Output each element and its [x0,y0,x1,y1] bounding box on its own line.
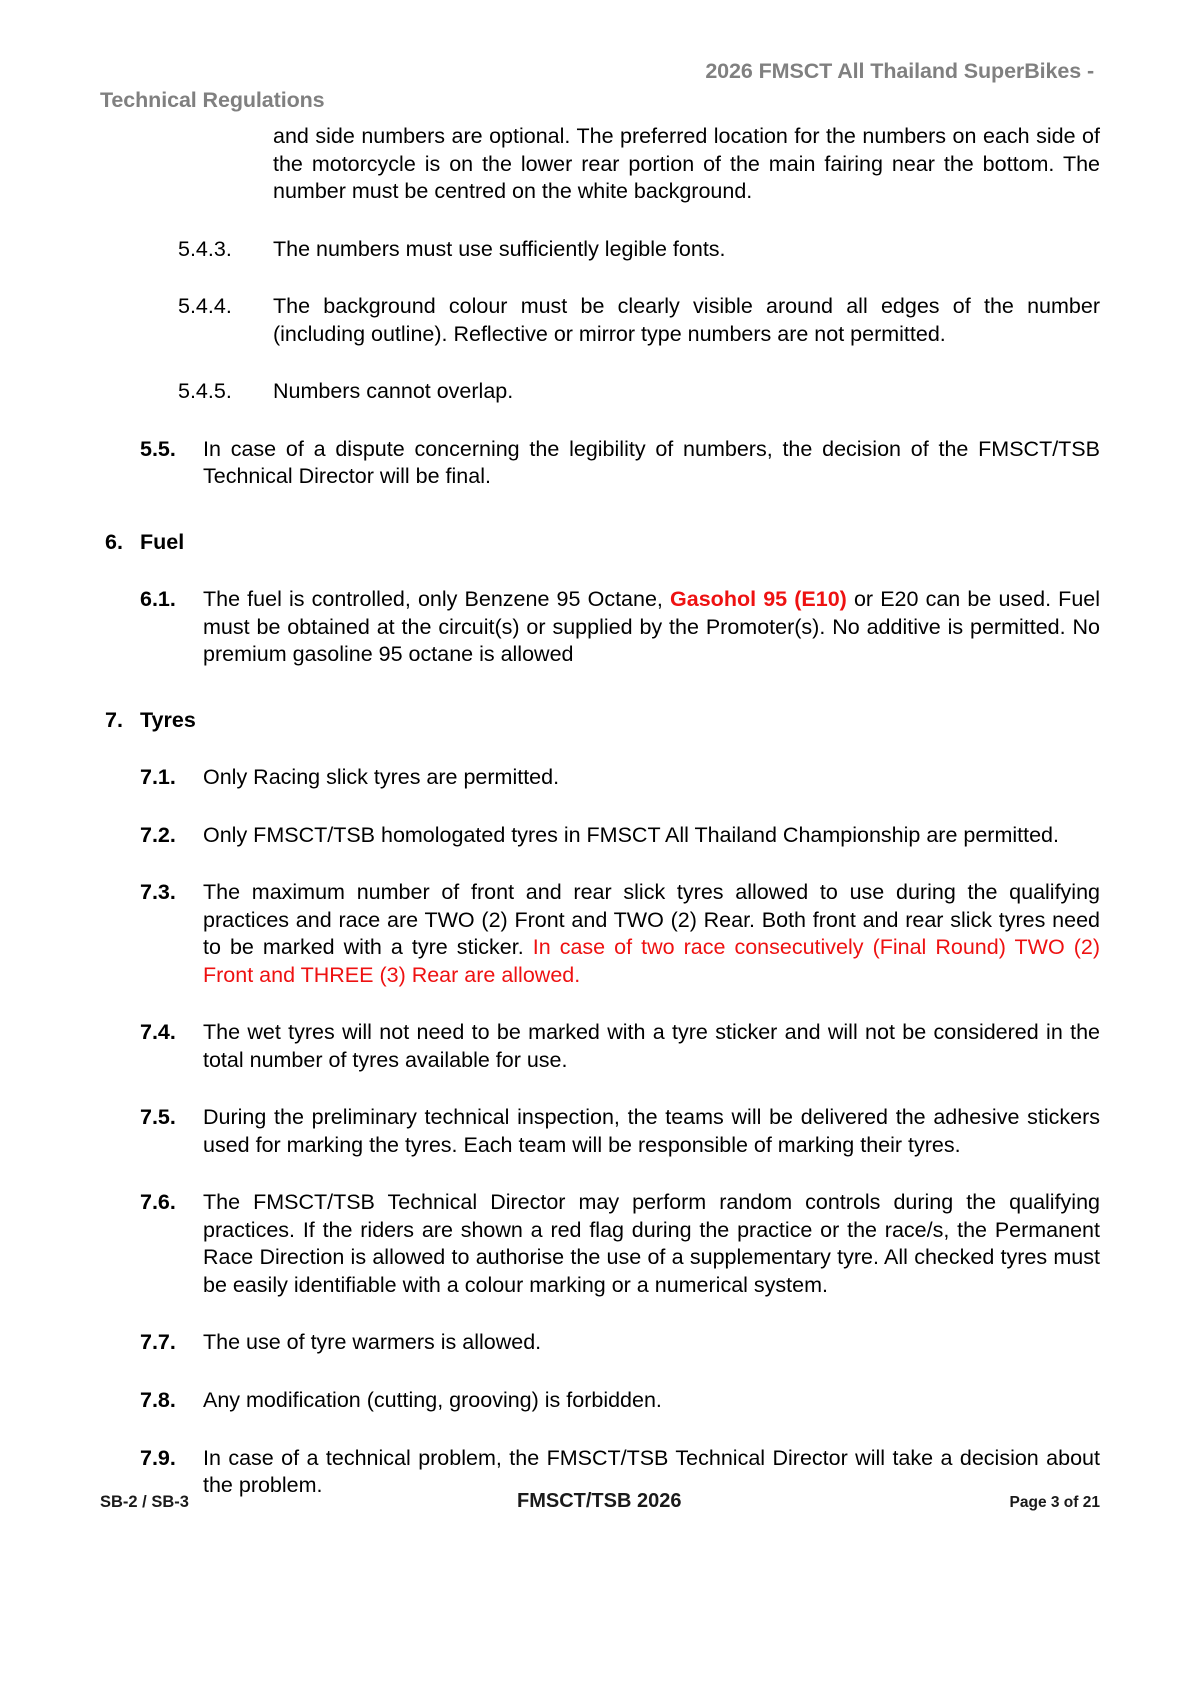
clause-text-part2: or E20 can be used. Fuel must be obtained at the circuit(s) or supplied by the Promoter(s). No additive is permitted. No premium gasoline 95 octane is allowed [203,587,1101,667]
clause-7-3 [100,879,1100,989]
section-number: 6. [105,529,123,554]
clause-number: 7.3. [140,880,176,905]
clause-5-4-3 [100,236,1100,264]
clause-text: Only Racing slick tyres are permitted. [203,765,560,790]
clause-text: The FMSCT/TSB Technical Director may perform random controls during the qualifying practices. If the riders are shown a red flag during the practice or the race/s, the Permanent Race Direction is allowed to authorise the use of a supplementary tyre. All checked tyres must be easily identifiable with a colour marking or a numerical system. [203,1190,1100,1297]
clause-7-5 [100,1104,1100,1159]
clause-number: 7.5. [140,1105,176,1130]
clause-text-part1: The fuel is controlled, only Benzene 95 Octane, [203,587,671,612]
clause-text: Numbers cannot overlap. [273,379,514,404]
clause-text: In case of a technical problem, the FMSCT/TSB Technical Director will take a decision about the problem. [203,1445,1100,1498]
clause-text [203,879,1100,989]
section-title: Tyres [140,707,196,732]
clause-text-highlight-gasohol: Gasohol 95 (E10) [670,587,847,612]
document-header [100,56,1100,115]
clause-number: 7.8. [140,1387,176,1412]
header-title-line2: Technical Regulations [100,87,325,112]
clause-text-red-amendment: In case of two race consecutively (Final Round) TWO (2) Front and THREE (3) Rear are allowed. [203,935,1100,987]
clause-number: 6.1. [140,587,176,612]
clause-text: The use of tyre warmers is allowed. [203,1330,542,1355]
clause-number: 7.7. [140,1330,176,1355]
section-heading-fuel [100,529,1100,557]
clause-number: 5.5. [140,436,176,461]
clause-text: The background colour must be clearly visible around all edges of the number (including outline). Reflective or mirror type numbers are not permitted. [273,294,1100,346]
clause-5-5 [100,436,1100,491]
continuation-paragraph: and side numbers are optional. The preferred location for the numbers on each side of the motorcycle is on the lower rear portion of the main fairing near the bottom. The number must be centred on the white background. [273,124,1100,204]
section-title: Fuel [140,529,185,554]
clause-7-6 [100,1189,1100,1299]
clause-text: The wet tyres will not need to be marked with a tyre sticker and will not be considered in the total number of tyres available for use. [203,1020,1100,1072]
clause-text: During the preliminary technical inspection, the teams will be delivered the adhesive stickers used for marking the tyres. Each team will be responsible of marking their tyres. [203,1105,1100,1157]
clause-7-7 [100,1329,1100,1357]
clause-text: In case of a dispute concerning the legibility of numbers, the decision of the FMSCT/TSB Technical Director will be final. [203,436,1100,489]
clause-5-4-5 [100,378,1100,406]
clause-text-black: The maximum number of front and rear slick tyres allowed to use during the qualifying practices and race are TWO (2) Front and TWO (2) Rear. Both front and rear slick tyres need to be marked with a tyre sticker. [203,880,1100,960]
section-number: 7. [105,707,123,732]
clause-7-2 [100,822,1100,850]
clause-number: 7.2. [140,822,176,847]
footer-center-org: FMSCT/TSB 2026 [516,1490,682,1512]
footer-page-number: Page 3 of 21 [1009,1494,1100,1511]
footer-left-code: SB-2 / SB-3 [100,1493,189,1511]
header-title-line1: 2026 FMSCT All Thailand SuperBikes - [705,59,1094,83]
clause-number: 7.6. [140,1190,176,1215]
clause-text [203,586,1100,669]
clause-7-1 [100,764,1100,792]
clause-number: 7.1. [140,765,176,790]
clause-number: 7.4. [140,1020,176,1045]
clause-number: 7.9. [140,1445,176,1470]
clause-number: 5.4.5. [178,379,232,404]
clause-number: 5.4.3. [178,236,232,261]
document-footer [100,1490,1100,1513]
clause-text: The numbers must use sufficiently legible fonts. [273,236,726,261]
clause-text: Any modification (cutting, grooving) is forbidden. [203,1387,662,1412]
document-body [100,123,1100,1500]
clause-7-8 [100,1387,1100,1415]
clause-5-4-4 [100,293,1100,348]
clause-number: 5.4.4. [178,294,232,319]
section-heading-tyres [100,707,1100,735]
clause-text: Only FMSCT/TSB homologated tyres in FMSCT All Thailand Championship are permitted. [203,822,1059,847]
clause-7-4 [100,1019,1100,1074]
clause-6-1 [100,586,1100,669]
